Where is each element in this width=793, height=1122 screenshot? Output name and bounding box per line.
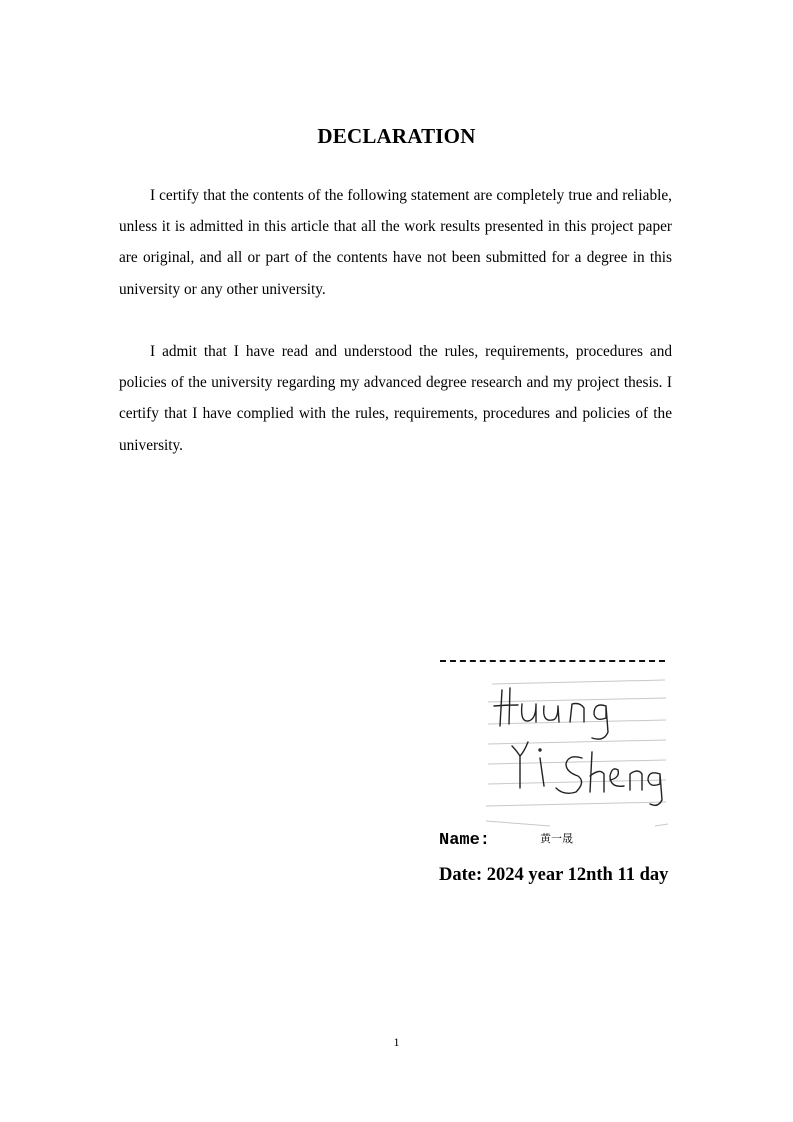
signature-line [440,660,665,662]
declaration-paragraph-2: I admit that I have read and understood the rules, requirements, procedures and policies of the university regarding my advanced degree research and my project thesis. I certify that I have complied with the rules, requirements, procedures and policies of the university. [119,343,672,454]
handwritten-signature [480,676,670,832]
page-number: 1 [393,1035,400,1049]
page-title: DECLARATION [317,124,476,148]
name-label: Name: [439,831,491,850]
chinese-name: 黄一晟 [540,832,573,845]
declaration-paragraph-1: I certify that the contents of the following statement are completely true and reliable, unless it is admitted in this article that all the work results presented in this project paper are original, and all or part of the contents have not been submitted for a degree in this university or any other university. [119,187,672,298]
date-line: Date: 2024 year 12nth 11 day [439,865,669,885]
